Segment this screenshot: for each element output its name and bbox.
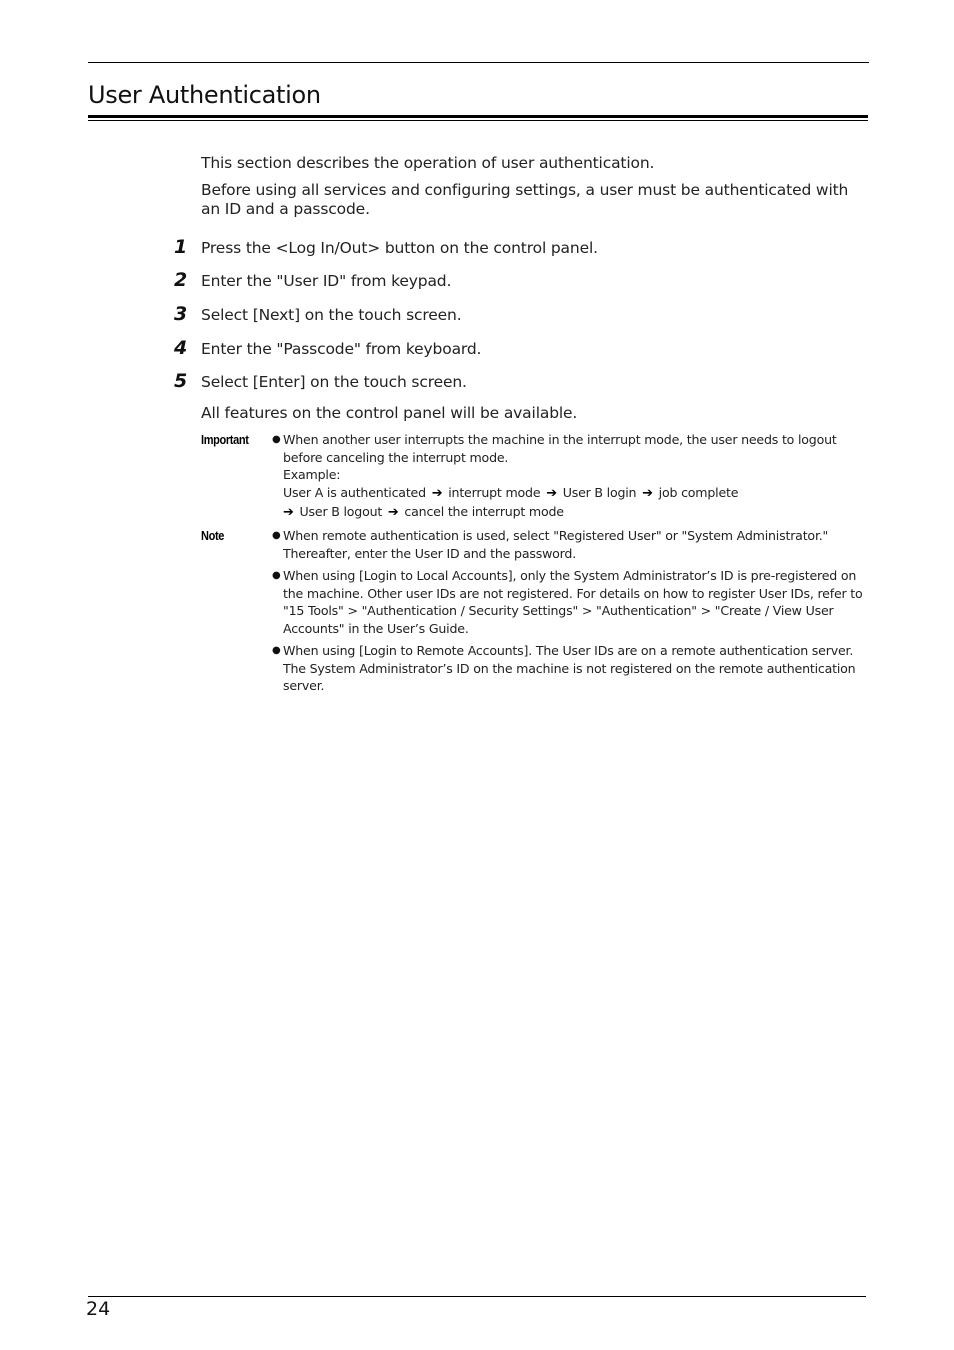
- flow-step: interrupt mode: [448, 485, 541, 501]
- step-number: 2: [174, 269, 188, 291]
- flow-step: User B logout: [299, 503, 383, 519]
- arrow-right-icon: ➔: [387, 504, 399, 520]
- step-text: Select [Enter] on the touch screen.: [201, 373, 467, 391]
- step-result-text: All features on the control panel will be available.: [201, 404, 578, 422]
- bullet-icon: ●: [272, 530, 281, 541]
- note-item: When remote authentication is used, select "Registered User" or "System Administrator." Thereafter, enter the User ID and the password.: [283, 528, 829, 561]
- page-title: User Authentication: [88, 81, 321, 109]
- important-label: Important: [201, 433, 249, 447]
- step-text: Select [Next] on the touch screen.: [201, 306, 462, 324]
- bullet-icon: ●: [272, 434, 281, 445]
- arrow-right-icon: ➔: [283, 504, 294, 520]
- step-number: 3: [174, 303, 188, 325]
- flow-step: cancel the interrupt mode: [404, 503, 564, 519]
- footer-rule: [88, 1296, 866, 1297]
- title-underline-thick: [88, 115, 868, 118]
- step-number: 1: [174, 236, 188, 258]
- note-item: When using [Login to Local Accounts], only the System Administrator’s ID is pre-registered on the machine. Other user IDs are not registered. For details on how to register User IDs, refer to "15 Tools" > "Authentication / Security Settings" > "Authentication" > "Create / View User Accounts" in the User’s Guide.: [283, 568, 863, 637]
- note-label: Note: [201, 529, 225, 543]
- step-text: Enter the "User ID" from keypad.: [201, 272, 452, 290]
- bullet-icon: ●: [272, 645, 281, 656]
- arrow-right-icon: ➔: [642, 486, 653, 502]
- bullet-icon: ●: [272, 570, 281, 581]
- step-number: 4: [174, 337, 188, 359]
- important-text: [283, 431, 871, 522]
- step-text: Press the <Log In/Out> button on the control panel.: [201, 239, 598, 257]
- flow-step: job complete: [658, 485, 739, 501]
- title-underline-thin: [88, 120, 868, 121]
- arrow-right-icon: ➔: [431, 486, 443, 502]
- arrow-right-icon: ➔: [546, 486, 557, 502]
- step-number: 5: [174, 370, 188, 392]
- important-description: When another user interrupts the machine in the interrupt mode, the user needs to logout before canceling the interrupt mode.: [283, 432, 837, 465]
- step-text: Enter the "Passcode" from keyboard.: [201, 340, 482, 358]
- flow-step: User A is authenticated: [283, 485, 426, 501]
- page-number: 24: [86, 1298, 111, 1320]
- intro-paragraph-1: This section describes the operation of user authentication.: [201, 154, 655, 172]
- flow-step: User B login: [562, 485, 637, 501]
- example-label: Example:: [283, 467, 341, 483]
- intro-paragraph-2: Before using all services and configuring settings, a user must be authenticated with an ID and a passcode.: [201, 181, 849, 218]
- header-top-rule: [88, 62, 869, 63]
- note-item: When using [Login to Remote Accounts]. The User IDs are on a remote authentication server. The System Administrator’s ID on the machine is not registered on the remote authentication server.: [283, 643, 856, 694]
